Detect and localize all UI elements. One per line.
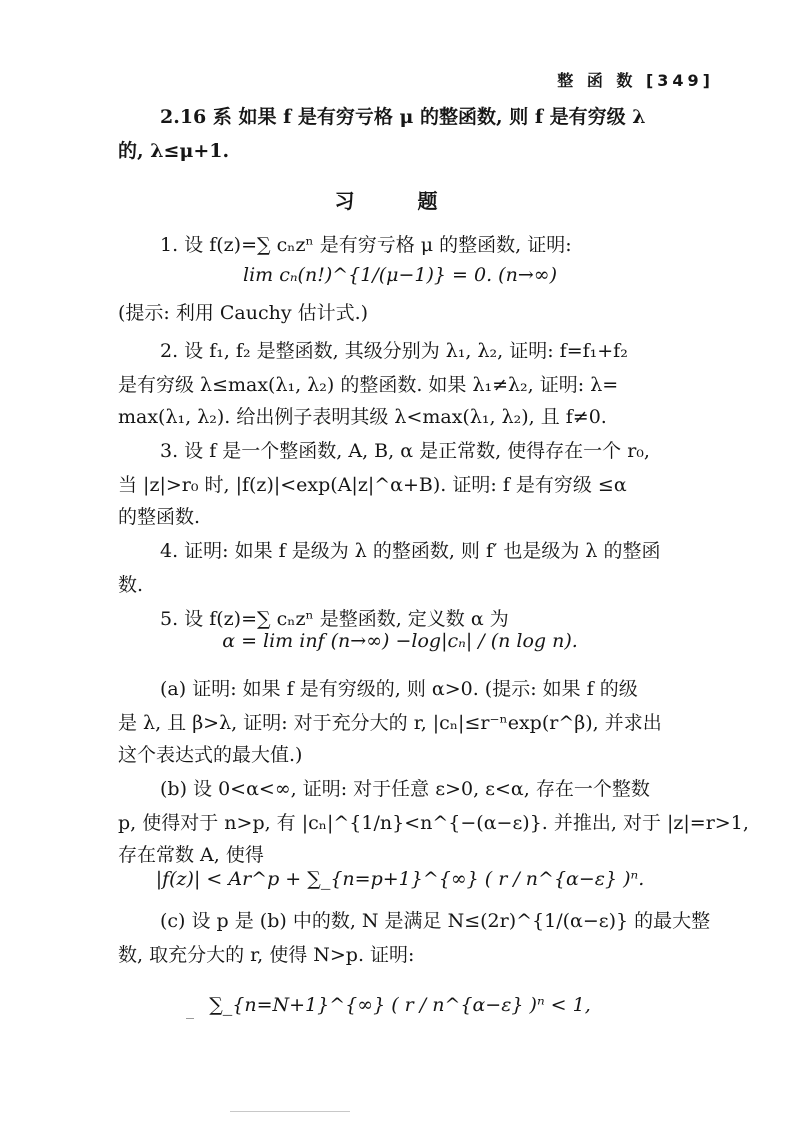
- exercise-1-formula: lim cₙ(n!)^{1/(μ−1)} = 0. (n→∞): [243, 264, 557, 286]
- exercise-1-line-1: 1. 设 f(z)=∑ cₙzⁿ 是有穷亏格 μ 的整函数, 证明:: [160, 234, 572, 256]
- exercise-2-line-1: 2. 设 f₁, f₂ 是整函数, 其级分别为 λ₁, λ₂, 证明: f=f₁+f₂: [160, 340, 628, 362]
- exercise-1-hint: (提示: 利用 Cauchy 估计式.): [118, 302, 369, 324]
- exercise-5b-line-2: p, 使得对于 n>p, 有 |cₙ|^{1/n}<n^{−(α−ε)}. 并推出, 对于 |z|=r>1,: [118, 812, 749, 834]
- exercise-5b-line-1: (b) 设 0<α<∞, 证明: 对于任意 ε>0, ε<α, 存在一个整数: [160, 778, 650, 800]
- exercise-3-line-3: 的整函数.: [118, 506, 201, 528]
- exercise-4-line-2: 数.: [118, 574, 144, 596]
- corollary-line-2: 的, λ≤μ+1.: [118, 140, 230, 162]
- exercise-4-line-1: 4. 证明: 如果 f 是级为 λ 的整函数, 则 f′ 也是级为 λ 的整函: [160, 540, 661, 562]
- exercise-5a-line-1: (a) 证明: 如果 f 是有穷级的, 则 α>0. (提示: 如果 f 的级: [160, 678, 638, 700]
- exercise-5b-line-3: 存在常数 A, 使得: [118, 844, 264, 866]
- exercise-3-line-2: 当 |z|>r₀ 时, |f(z)|<exp(A|z|^α+B). 证明: f 是有穷级 ≤α: [118, 474, 627, 496]
- running-header: 整 函 数 [349]: [557, 71, 714, 90]
- exercises-heading: 习 题: [334, 189, 466, 213]
- corollary-line-1: 2.16 系 如果 f 是有穷亏格 μ 的整函数, 则 f 是有穷级 λ: [160, 106, 646, 128]
- exercise-2-line-2: 是有穷级 λ≤max(λ₁, λ₂) 的整函数. 如果 λ₁≠λ₂, 证明: λ=: [118, 374, 619, 396]
- scan-mark-bottom: [230, 1111, 350, 1112]
- exercise-2-line-3: max(λ₁, λ₂). 给出例子表明其级 λ<max(λ₁, λ₂), 且 f≠0.: [118, 406, 607, 428]
- exercise-5c-line-2: 数, 取充分大的 r, 使得 N>p. 证明:: [118, 944, 415, 966]
- exercise-3-line-1: 3. 设 f 是一个整函数, A, B, α 是正常数, 使得存在一个 r₀,: [160, 440, 650, 462]
- scan-mark: [186, 1018, 194, 1019]
- exercise-5a-line-2: 是 λ, 且 β>λ, 证明: 对于充分大的 r, |cₙ|≤r⁻ⁿexp(r^β), 并求出: [118, 712, 662, 734]
- exercise-5b-formula: |f(z)| < Ar^p + ∑_{n=p+1}^{∞} ( r / n^{α−ε} )ⁿ.: [155, 868, 645, 890]
- exercise-5c-line-1: (c) 设 p 是 (b) 中的数, N 是满足 N≤(2r)^{1/(α−ε)} 的最大整: [160, 910, 711, 932]
- exercise-5-line-1: 5. 设 f(z)=∑ cₙzⁿ 是整函数, 定义数 α 为: [160, 608, 509, 630]
- exercise-5c-formula: ∑_{n=N+1}^{∞} ( r / n^{α−ε} )ⁿ < 1,: [209, 994, 591, 1016]
- exercise-5a-line-3: 这个表达式的最大值.): [118, 744, 303, 766]
- exercise-5-alpha-formula: α = lim inf (n→∞) −log|cₙ| / (n log n).: [222, 630, 578, 652]
